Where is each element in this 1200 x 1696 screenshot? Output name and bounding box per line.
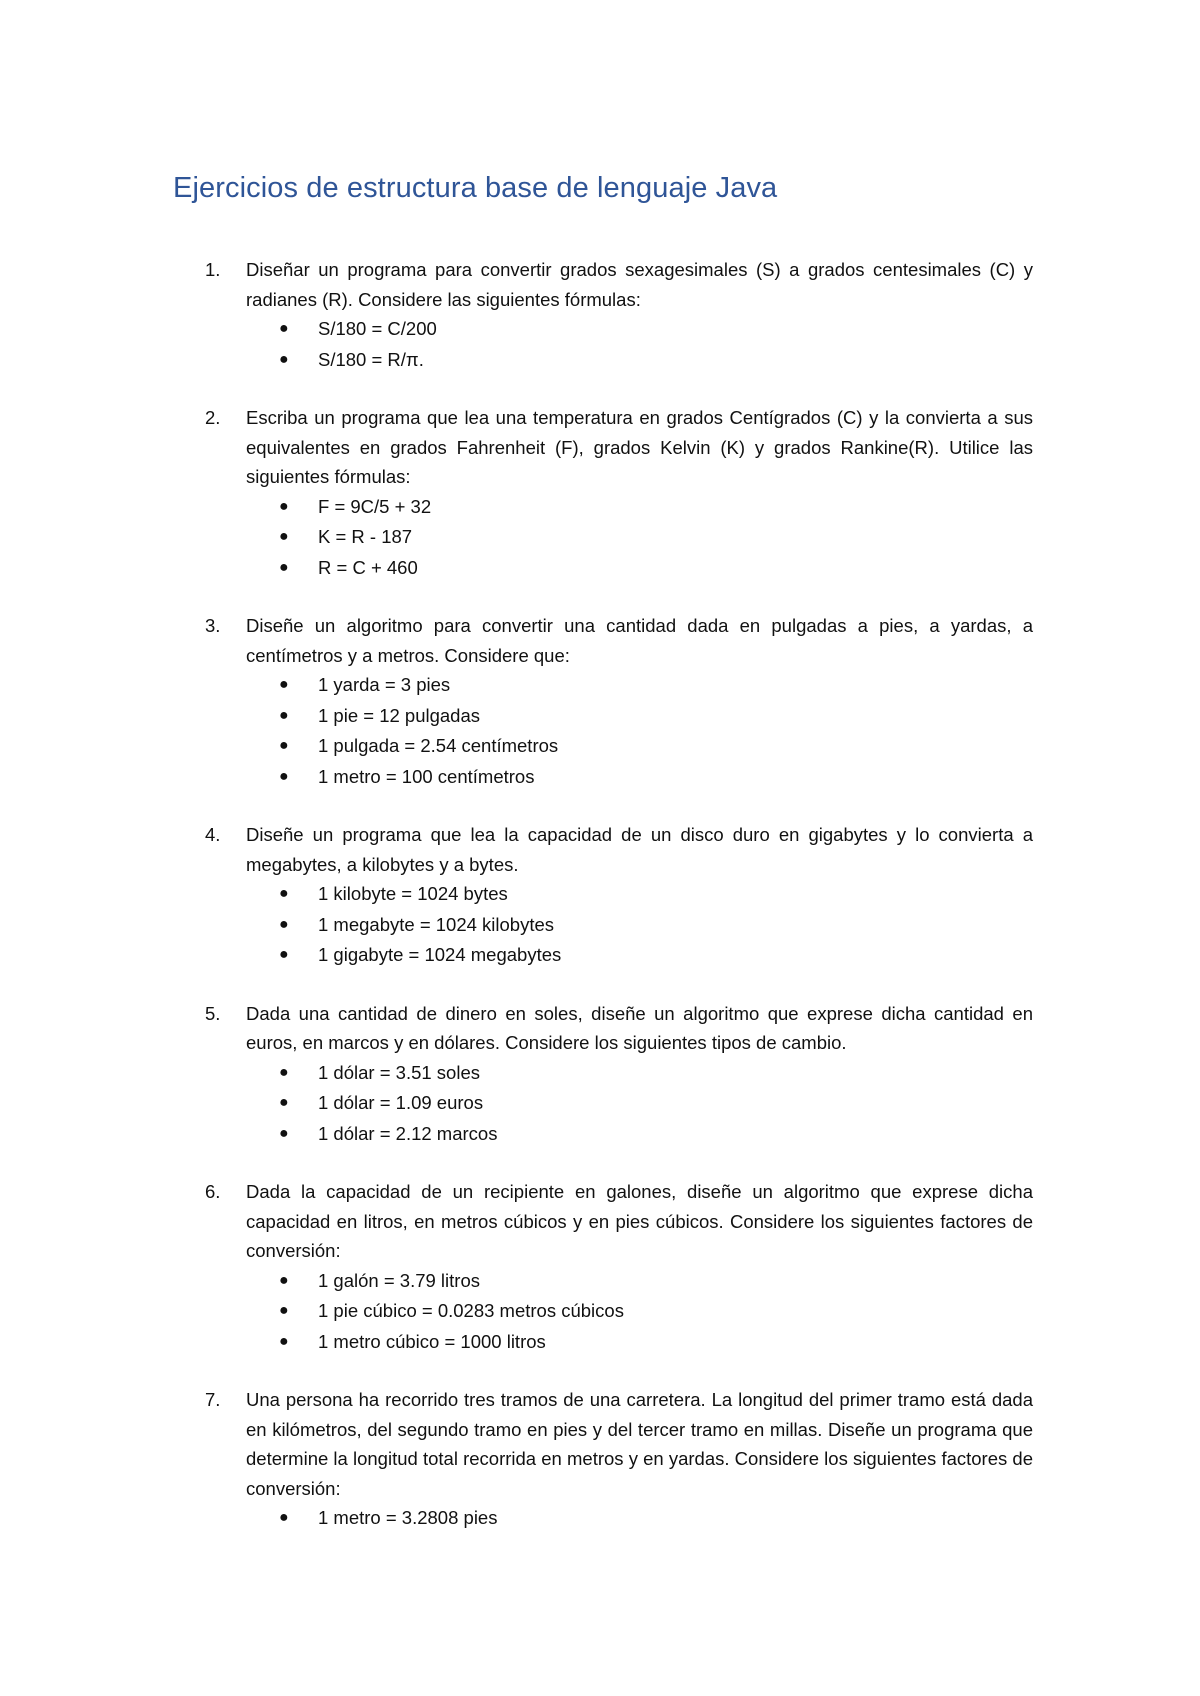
formula-list [0, 1266, 1200, 1358]
formula-item [0, 940, 1200, 971]
exercise-3 [0, 611, 1200, 792]
bullet-icon: ● [279, 528, 289, 545]
formula-text: K = R - 187 [318, 526, 413, 547]
formula-text: S/180 = R/π. [318, 348, 424, 370]
formula-text: 1 megabyte = 1024 kilobytes [318, 913, 555, 935]
formula-text: 1 yarda = 3 pies [318, 674, 451, 695]
formula-list [0, 879, 1200, 971]
bullet-icon: ● [279, 737, 289, 754]
exercise-number: 1. [205, 259, 221, 280]
formula-item [0, 1119, 1200, 1150]
formula-text: 1 kilobyte = 1024 bytes [318, 883, 508, 904]
formula-text: 1 metro = 3.2808 pies [318, 1507, 498, 1528]
formula-text: 1 dólar = 3.51 soles [318, 1061, 480, 1083]
formula-text: 1 metro cúbico = 1000 litros [318, 1330, 546, 1352]
bullet-icon: ● [279, 497, 289, 515]
bullet-icon: ● [279, 1302, 289, 1319]
formula-text: 1 pie cúbico = 0.0283 metros cúbicos [318, 1300, 624, 1321]
formula-item [0, 522, 1200, 553]
bullet-icon: ● [279, 706, 289, 724]
exercise-7 [0, 1385, 1200, 1534]
bullet-icon: ● [279, 1124, 289, 1142]
formula-list [0, 314, 1200, 375]
bullet-icon: ● [279, 1271, 289, 1289]
formula-text: 1 pie = 12 pulgadas [318, 704, 481, 726]
bullet-icon: ● [279, 676, 289, 693]
formula-item [0, 1266, 1200, 1297]
formula-item [0, 1296, 1200, 1327]
formula-item [0, 1058, 1200, 1089]
exercise-list [0, 255, 1200, 1562]
formula-text: 1 dólar = 2.12 marcos [318, 1122, 498, 1144]
formula-item [0, 345, 1200, 376]
formula-text: F = 9C/5 + 32 [318, 495, 432, 517]
formula-text: S/180 = C/200 [318, 318, 437, 339]
formula-item [0, 731, 1200, 762]
formula-item [0, 1088, 1200, 1119]
bullet-icon: ● [279, 350, 289, 368]
exercise-5 [0, 999, 1200, 1150]
formula-item [0, 492, 1200, 523]
bullet-icon: ● [279, 558, 289, 576]
bullet-icon: ● [279, 946, 289, 963]
bullet-icon: ● [279, 1509, 289, 1526]
formula-text: 1 dólar = 1.09 euros [318, 1092, 484, 1113]
bullet-icon: ● [279, 885, 289, 902]
exercise-text: Dada una cantidad de dinero en soles, diseñe un algoritmo que exprese dicha cantidad en euros, en marcos y en dólares. Considere los siguientes tipos de cambio. [246, 1002, 1033, 1053]
exercise-text: Una persona ha recorrido tres tramos de una carretera. La longitud del primer tramo está dada en kilómetros, del segundo tramo en pies y del tercer tramo en millas. Diseñe un programa que determine la longitud total recorrida en metros y en yardas. Considere los siguientes factores de conversión: [246, 1389, 1033, 1499]
formula-text: R = C + 460 [318, 556, 418, 578]
formula-text: 1 galón = 3.79 litros [318, 1269, 480, 1291]
bullet-icon: ● [279, 1063, 289, 1081]
exercise-number: 7. [205, 1389, 221, 1410]
exercise-1 [0, 255, 1200, 375]
formula-text: 1 gigabyte = 1024 megabytes [318, 944, 562, 965]
formula-item [0, 879, 1200, 910]
bullet-icon: ● [279, 320, 289, 337]
bullet-icon: ● [279, 1332, 289, 1350]
exercise-number: 4. [205, 824, 221, 845]
formula-item [0, 314, 1200, 345]
exercise-number: 5. [205, 1002, 221, 1024]
formula-item [0, 1327, 1200, 1358]
exercise-text: Dada la capacidad de un recipiente en galones, diseñe un algoritmo que exprese dicha capacidad en litros, en metros cúbicos y en pies cúbicos. Considere los siguientes factores de conversión: [246, 1181, 1033, 1261]
formula-list [0, 492, 1200, 584]
exercise-text: Diseñe un programa que lea la capacidad de un disco duro en gigabytes y lo convierta a megabytes, a kilobytes y a bytes. [246, 824, 1033, 875]
formula-list [0, 1503, 1200, 1534]
formula-list [0, 1058, 1200, 1150]
formula-item [0, 701, 1200, 732]
formula-item [0, 553, 1200, 584]
exercise-text: Escriba un programa que lea una temperatura en grados Centígrados (C) y la convierta a sus equivalentes en grados Fahrenheit (F), grados Kelvin (K) y grados Rankine(R). Utilice las siguientes fórmulas: [246, 407, 1033, 487]
formula-item [0, 1503, 1200, 1534]
exercise-4 [0, 820, 1200, 971]
exercise-text: Diseñe un algoritmo para convertir una cantidad dada en pulgadas a pies, a yardas, a centímetros y a metros. Considere que: [246, 615, 1033, 666]
formula-item [0, 910, 1200, 941]
exercise-6 [0, 1177, 1200, 1357]
formula-text: 1 pulgada = 2.54 centímetros [318, 735, 559, 756]
formula-item [0, 762, 1200, 793]
exercise-number: 3. [205, 615, 221, 636]
exercise-2 [0, 403, 1200, 583]
formula-text: 1 metro = 100 centímetros [318, 765, 535, 787]
bullet-icon: ● [279, 915, 289, 933]
exercise-number: 6. [205, 1181, 221, 1202]
bullet-icon: ● [279, 1094, 289, 1111]
exercise-number: 2. [205, 407, 221, 428]
formula-item [0, 670, 1200, 701]
document-title: Ejercicios de estructura base de lenguaje Java [173, 172, 778, 204]
formula-list [0, 670, 1200, 792]
exercise-text: Diseñar un programa para convertir grados sexagesimales (S) a grados centesimales (C) y radianes (R). Considere las siguientes fórmulas: [246, 259, 1033, 310]
bullet-icon: ● [279, 767, 289, 785]
